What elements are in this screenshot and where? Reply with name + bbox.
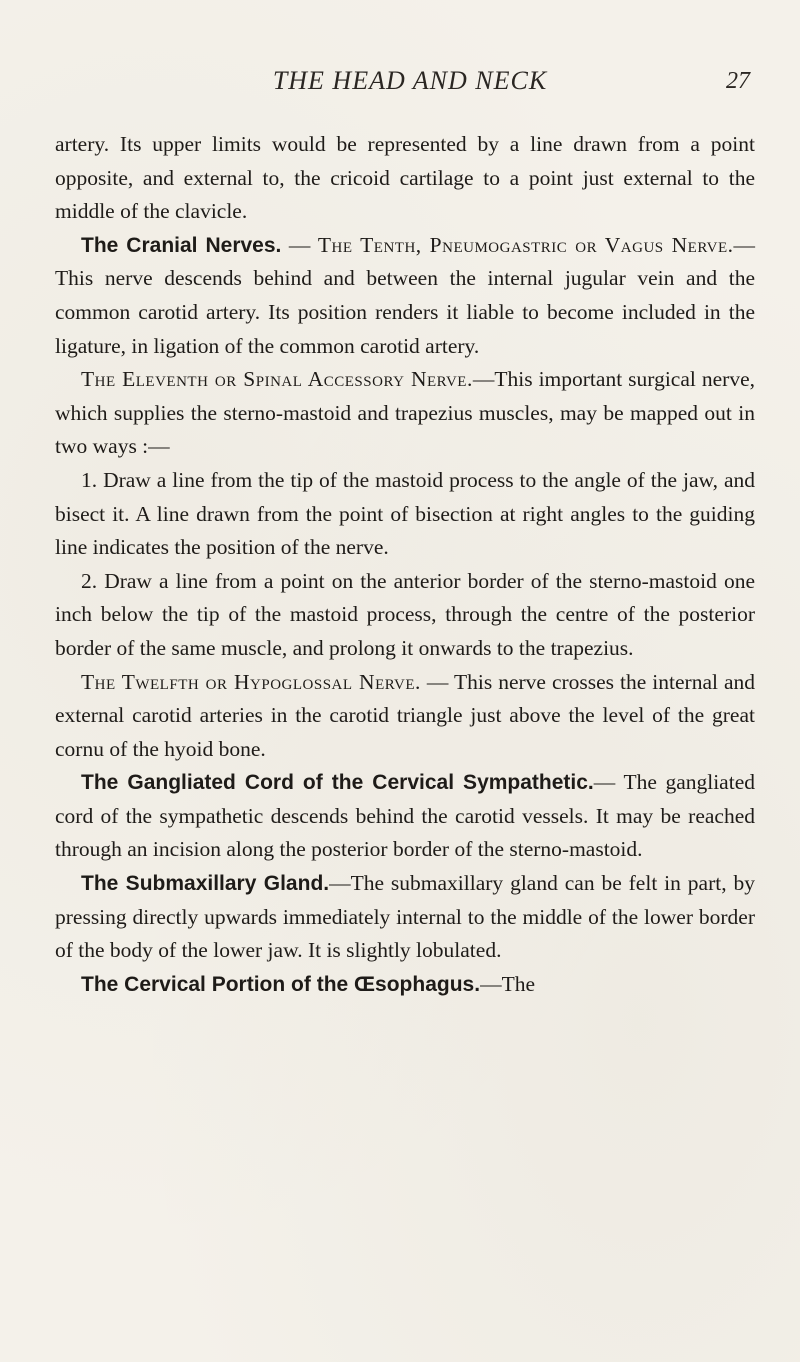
paragraph-text: artery. Its upper limits would be represented by a line drawn from a point opposite, and external to, the cricoid cartilage to a point just external to the middle of the clavicle. <box>55 132 755 224</box>
paragraph-text: —This nerve descends behind and between the internal jugular vein and the common carotid artery. Its position renders it liable to become included in the ligature, in ligation of the common carotid artery. <box>55 232 756 358</box>
paragraph-method-two <box>55 565 755 666</box>
page-number: 27 <box>726 68 750 94</box>
running-title: THE HEAD AND NECK <box>272 66 548 95</box>
paragraph-artery-continuation <box>55 128 755 229</box>
paragraph-oesophagus <box>55 968 755 1002</box>
paragraph-method-one <box>55 464 755 565</box>
paragraph-vagus-nerve <box>55 229 755 363</box>
subheading-vagus-nerve: The Tenth, Pneumogastric or Vagus Nerve. <box>317 232 734 257</box>
paragraph-text: —This important surgical nerve, which supplies the sterno-mastoid and trapezius muscles, may be mapped out in two ways :— <box>55 367 755 459</box>
paragraph-text: —The submaxillary gland can be felt in part, by pressing directly upwards immediately internal to the middle of the lower border of the body of the lower jaw. It is slightly lobulated. <box>55 871 755 963</box>
section-heading-oesophagus: The Cervical Portion of the Œsophagus. <box>81 972 481 996</box>
paragraph-text: —The <box>480 971 535 996</box>
heading-dash: — <box>281 232 318 257</box>
paragraph-spinal-accessory-nerve <box>55 363 755 464</box>
section-heading-cranial-nerves: The Cranial Nerves. <box>81 233 282 257</box>
section-heading-submaxillary-gland: The Submaxillary Gland. <box>81 872 330 896</box>
section-heading-cervical-sympathetic: The Gangliated Cord of the Cervical Sympathetic. <box>81 771 594 795</box>
page-header <box>60 66 760 106</box>
paragraph-cervical-sympathetic <box>55 766 755 867</box>
subheading-spinal-accessory-nerve: The Eleventh or Spinal Accessory Nerve. <box>81 367 473 392</box>
body-text <box>55 128 755 1001</box>
paragraph-text: 2. Draw a line from a point on the anterior border of the sterno-mastoid one inch below the tip of the mastoid process, through the centre of the posterior border of the same muscle, and prolong it onwards to the trapezius. <box>55 568 755 660</box>
paragraph-hypoglossal-nerve <box>55 666 755 767</box>
subheading-hypoglossal-nerve: The Twelfth or Hypoglossal Nerve. <box>81 669 421 694</box>
paragraph-text: — The gangliated cord of the sympathetic descends behind the carotid vessels. It may be reached through an incision along the posterior border of the sterno-mastoid. <box>55 770 755 862</box>
paragraph-submaxillary-gland <box>55 867 755 968</box>
paragraph-text: 1. Draw a line from the tip of the mastoid process to the angle of the jaw, and bisect it. A line drawn from the point of bisection at right angles to the guiding line indicates the position of the nerve. <box>55 467 755 560</box>
paragraph-text: — This nerve crosses the internal and external carotid arteries in the carotid triangle just above the level of the great cornu of the hyoid bone. <box>55 669 755 761</box>
